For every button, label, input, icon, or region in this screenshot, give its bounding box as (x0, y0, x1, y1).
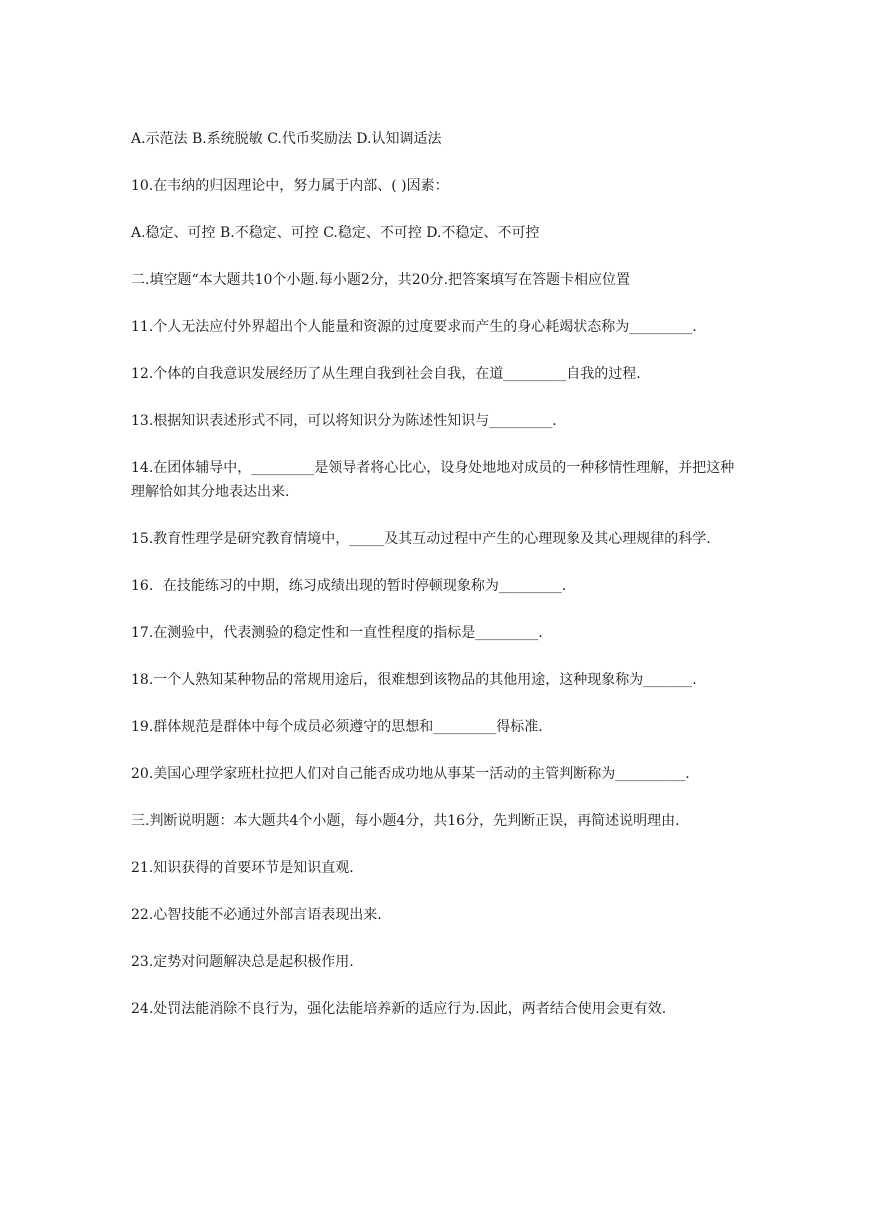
question-18: 18.一个人熟知某种物品的常规用途后，很难想到该物品的其他用途，这种现象称为_______. (131, 672, 697, 688)
question-17: 17.在测验中，代表测验的稳定性和一直性程度的指标是_________. (131, 625, 543, 641)
question-21: 21.知识获得的首要环节是知识直观. (131, 860, 354, 876)
question-10: 10.在韦纳的归因理论中，努力属于内部、( )因素： (131, 178, 449, 194)
q9-options: A.示范法 B.系统脱敏 C.代币奖励法 D.认知调适法 (131, 131, 442, 147)
question-12: 12.个体的自我意识发展经历了从生理自我到社会自我，在道_________自我的过程. (131, 366, 641, 382)
question-19: 19.群体规范是群体中每个成员必须遵守的思想和_________得标准. (131, 719, 543, 735)
question-20: 20.美国心理学家班杜拉把人们对自己能否成功地从事某一活动的主管判断称为__________. (131, 766, 690, 782)
section-3-heading: 三.判断说明题：本大题共4个小题，每小题4分，共16分，先判断正误，再简述说明理由. (131, 813, 680, 829)
question-11: 11.个人无法应付外界超出个人能量和资源的过度要求而产生的身心耗竭状态称为_________. (131, 319, 697, 335)
document-body (131, 127, 741, 1044)
question-13: 13.根据知识表述形式不同，可以将知识分为陈述性知识与_________. (131, 413, 557, 429)
question-16: 16．在技能练习的中期，练习成绩出现的暂时停顿现象称为_________. (131, 578, 567, 594)
question-23: 23.定势对问题解决总是起积极作用. (131, 954, 354, 970)
question-24: 24.处罚法能消除不良行为，强化法能培养新的适应行为.因此，两者结合使用会更有效. (131, 1001, 667, 1017)
question-15: 15.教育性理学是研究教育情境中，_____及其互动过程中产生的心理现象及其心理规律的科学. (131, 531, 711, 547)
section-2-heading: 二.填空题“本大题共10个小题.每小题2分，共20分.把答案填写在答题卡相应位置 (131, 272, 631, 288)
question-14: 14.在团体辅导中，_________是领导者将心比心，设身处地地对成员的一种移情性理解，并把这种理解恰如其分地表达出来. (131, 460, 735, 500)
q10-options: A.稳定、可控 B.不稳定、可控 C.稳定、不可控 D.不稳定、不可控 (131, 225, 540, 241)
question-22: 22.心智技能不必通过外部言语表现出来. (131, 907, 382, 923)
